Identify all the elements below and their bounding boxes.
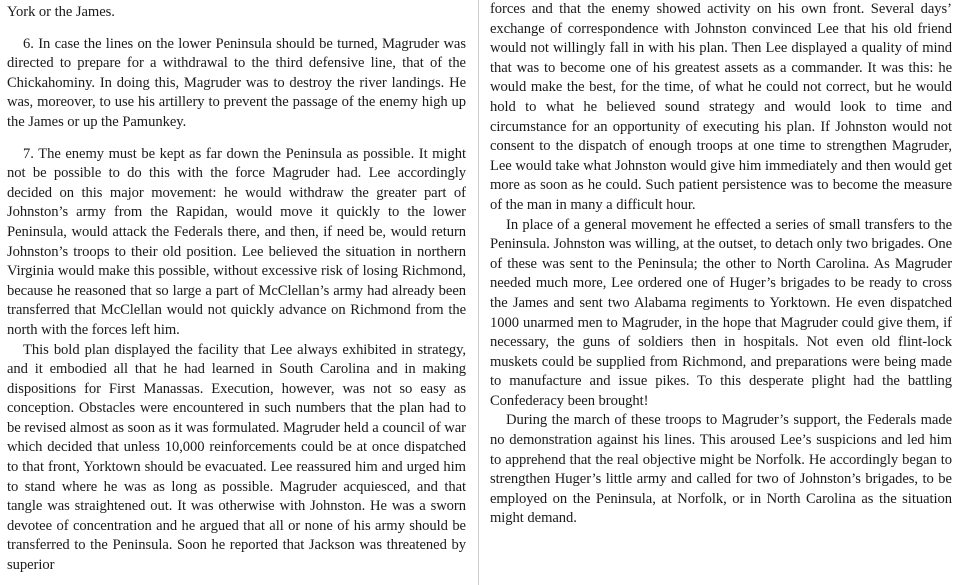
paragraph-small-transfers: In place of a general movement he effected a series of small transfers to the Peninsula. Johnston was willing, at the outset, to detach only two brigades. One of these was sent to the Peninsula; the other to North Carolina. As Magruder needed much more, Lee ordered one of Huger’s brigades to be ready to cross the James and sent two Alabama regiments to Yorktown. He even dispatched 1000 unarmed men to Magruder, in the hope that Magruder could give them, if necessary, the guns of soldiers then in hospitals. Not even old flint-lock muskets could be supplied from Richmond, and preparations were being made to manufacture and issue pikes. To this desperate plight had the battling Confederacy been brought! bbox=[490, 216, 952, 409]
left-column bbox=[0, 0, 478, 585]
paragraph-point-7: 7. The enemy must be kept as far down the Peninsula as possible. It might not be possible to do this with the force Magruder had. Lee accordingly decided on this major movement: he would withdraw the greater part of Johnston’s army from the Rapidan, would move it quickly to the lower Peninsula, would attack the Federals there, and then, if need be, would return Johnston’s troops to their old position. Lee believed the situation in northern Virginia would make this possible, without excessive risk of losing Richmond, because he reasoned that so large a part of McClellan’s army had already been transferred that McClellan would not quickly advance on Richmond from the north with the forces left him. bbox=[7, 145, 466, 338]
right-column bbox=[478, 0, 960, 585]
column-divider bbox=[478, 0, 479, 585]
paragraph-point-6: 6. In case the lines on the lower Peninsula should be turned, Magruder was directed to prepare for a withdrawal to the third defensive line, that of the Chickahominy. In doing this, Magruder was to destroy the river landings. He was, moreover, to use his artillery to prevent the passage of the enemy high up the James or up the Pamunkey. bbox=[7, 35, 466, 130]
paragraph-march-of-troops: During the march of these troops to Magruder’s support, the Federals made no demonstration against his lines. This aroused Lee’s suspicions and led him to apprehend that the real objective might be Norfolk. He accordingly began to strengthen Huger’s little army and called for two of Johnston’s brigades, to be employed on the Peninsula, at Norfolk, or in North Carolina as the situation might demand. bbox=[490, 412, 952, 527]
paragraph-continuation: York or the James. bbox=[7, 4, 115, 20]
paragraph-continuation-right: forces and that the enemy showed activity on his own front. Several days’ exchange of correspondence with Johnston convinced Lee that his old friend would not willingly fall in with his plan. Then Lee displayed a quality of mind that was to become one of his greatest assets as a commander. It was this: he would make the best, for the time, of what he could not correct, but he would hold to what he believed sound strategy and would look to time and circumstance for an opportunity of executing his plan. If Johnston would not consent to the dispatch of enough troops at one time to strengthen Magruder, Lee would take what Johnston would give him immediately and then would get more as soon as he could. Such patient persistence was to become the measure of the man in many a difficult hour. bbox=[490, 1, 952, 213]
paragraph-bold-plan: This bold plan displayed the facility that Lee always exhibited in strategy, and it embodied all that he had learned in South Carolina and in making dispositions for First Manassas. Execution, however, was not so easy as conception. Obstacles were encountered in such numbers that the plan had to be revised almost as soon as it was formulated. Magruder held a council of war which decided that unless 10,000 reinforcements could be at once dispatched to that front, Yorktown should be evacuated. Lee reassured him and urged him to stand where he was as long as possible. Magruder acquiesced, and that tangle was straightened out. It was otherwise with Johnston. He was a sworn devotee of concentration and he argued that all or none of his army should be transferred to the Peninsula. Soon he reported that Jackson was threatened by superior bbox=[7, 341, 466, 574]
